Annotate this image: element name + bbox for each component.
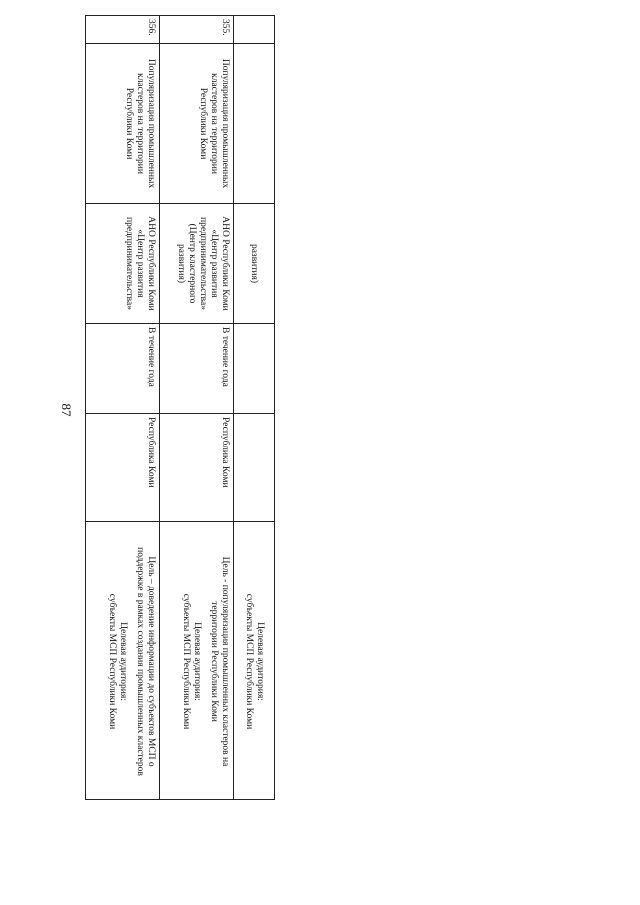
page-number: 87: [59, 403, 74, 417]
period: В течение года: [86, 324, 160, 414]
table-row: [86, 16, 160, 799]
events-table: [85, 15, 275, 800]
event-name: Популяризация промышленных кластеров на территории Республики Коми: [160, 44, 234, 204]
row-number: 356.: [86, 16, 160, 44]
territory: Республика Коми: [160, 414, 234, 522]
header-event-cell: [234, 44, 274, 204]
goal-text: Цель - популяризация промышленных кластеров на территории Республики Коми: [209, 556, 230, 767]
period: В течение года: [160, 324, 234, 414]
organizer: АНО Республики Коми «Центр развития предпринимательства» (Центр кластерного развития): [160, 204, 234, 324]
header-period-cell: [234, 324, 274, 414]
goal-text: Цель – доведение информации до субъектов МСП о поддержке в рамках создания промышленных кластеров: [135, 547, 156, 776]
header-territory-cell: [234, 414, 274, 522]
table-container: [85, 15, 275, 800]
audience-text: Целевая аудитория: субъекты МСП Республики Коми: [107, 593, 128, 730]
header-number-cell: [234, 16, 274, 44]
territory: Республика Коми: [86, 414, 160, 522]
table-row: [159, 16, 234, 799]
goal-and-audience: [160, 522, 234, 801]
organizer: АНО Республики Коми «Центр развития предпринимательства»: [86, 204, 160, 324]
header-audience-cell: [234, 522, 274, 801]
header-audience-text: Целевая аудитория: субъекты МСП Республики Коми: [244, 593, 265, 730]
event-name: Популяризация промышленных кластеров на территории Республики Коми: [86, 44, 160, 204]
header-organizer-text: развития): [249, 243, 260, 284]
header-organizer-cell: [234, 204, 274, 324]
row-number: 355.: [160, 16, 234, 44]
goal-and-audience: [86, 522, 160, 801]
audience-text: Целевая аудитория: субъекты МСП Республики Коми: [181, 593, 202, 730]
table-continuation-row: [233, 16, 274, 799]
